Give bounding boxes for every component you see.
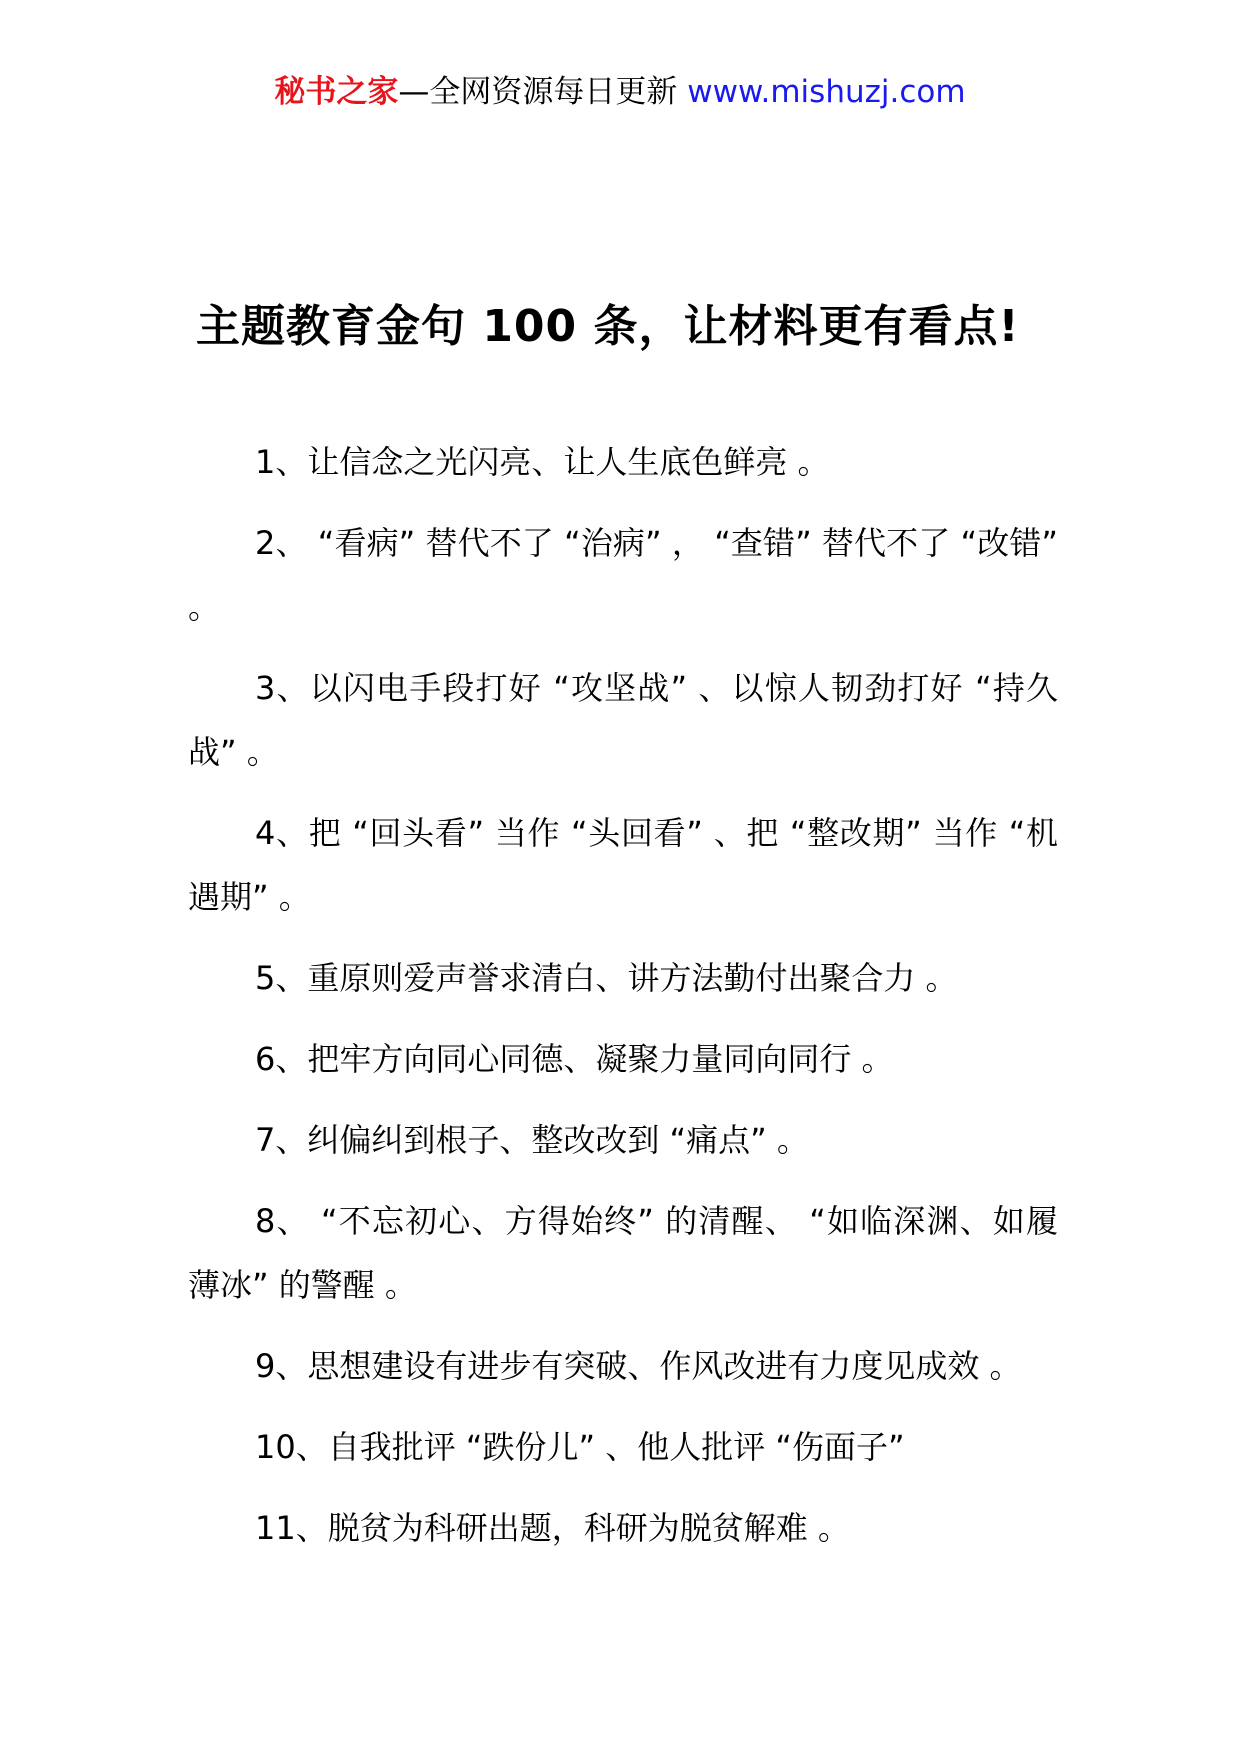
list-item-8: 8、 “不忘初心、方得始终” 的清醒、 “如临深渊、如履薄冰” 的警醒 。 bbox=[188, 1202, 1058, 1304]
site-url-link[interactable]: www.mishuzj.com bbox=[687, 74, 966, 110]
list-item-6: 6、把牢方向同心同德、凝聚力量同向同行 。 bbox=[255, 1040, 894, 1078]
brand-name: 秘书之家 bbox=[274, 74, 399, 110]
header-tagline: —全网资源每日更新 bbox=[398, 74, 678, 110]
list-item-2: 2、 “看病” 替代不了 “治病” ， “查错” 替代不了 “改错” 。 bbox=[188, 524, 1058, 626]
document-body bbox=[188, 430, 1058, 1577]
list-item-9: 9、思想建设有进步有突破、作风改进有力度见成效 。 bbox=[255, 1347, 1022, 1385]
list-item-7: 7、纠偏纠到根子、整改改到 “痛点” 。 bbox=[255, 1121, 809, 1159]
document-title: 主题教育金句 100 条，让材料更有看点! bbox=[196, 301, 1020, 353]
list-item-5: 5、重原则爱声誉求清白、讲方法勤付出聚合力 。 bbox=[255, 959, 958, 997]
list-item-1: 1、让信念之光闪亮、让人生底色鲜亮 。 bbox=[255, 443, 830, 481]
list-item-3: 3、以闪电手段打好 “攻坚战” 、以惊人韧劲打好 “持久战” 。 bbox=[188, 669, 1058, 771]
list-item-4: 4、把 “回头看” 当作 “头回看” 、把 “整改期” 当作 “机遇期” 。 bbox=[188, 814, 1058, 916]
list-item-11: 11、脱贫为科研出题，科研为脱贫解难 。 bbox=[255, 1509, 850, 1547]
list-item-10: 10、自我批评 “跌份儿” 、他人批评 “伤面子” bbox=[255, 1428, 905, 1466]
page-header bbox=[0, 70, 1240, 114]
